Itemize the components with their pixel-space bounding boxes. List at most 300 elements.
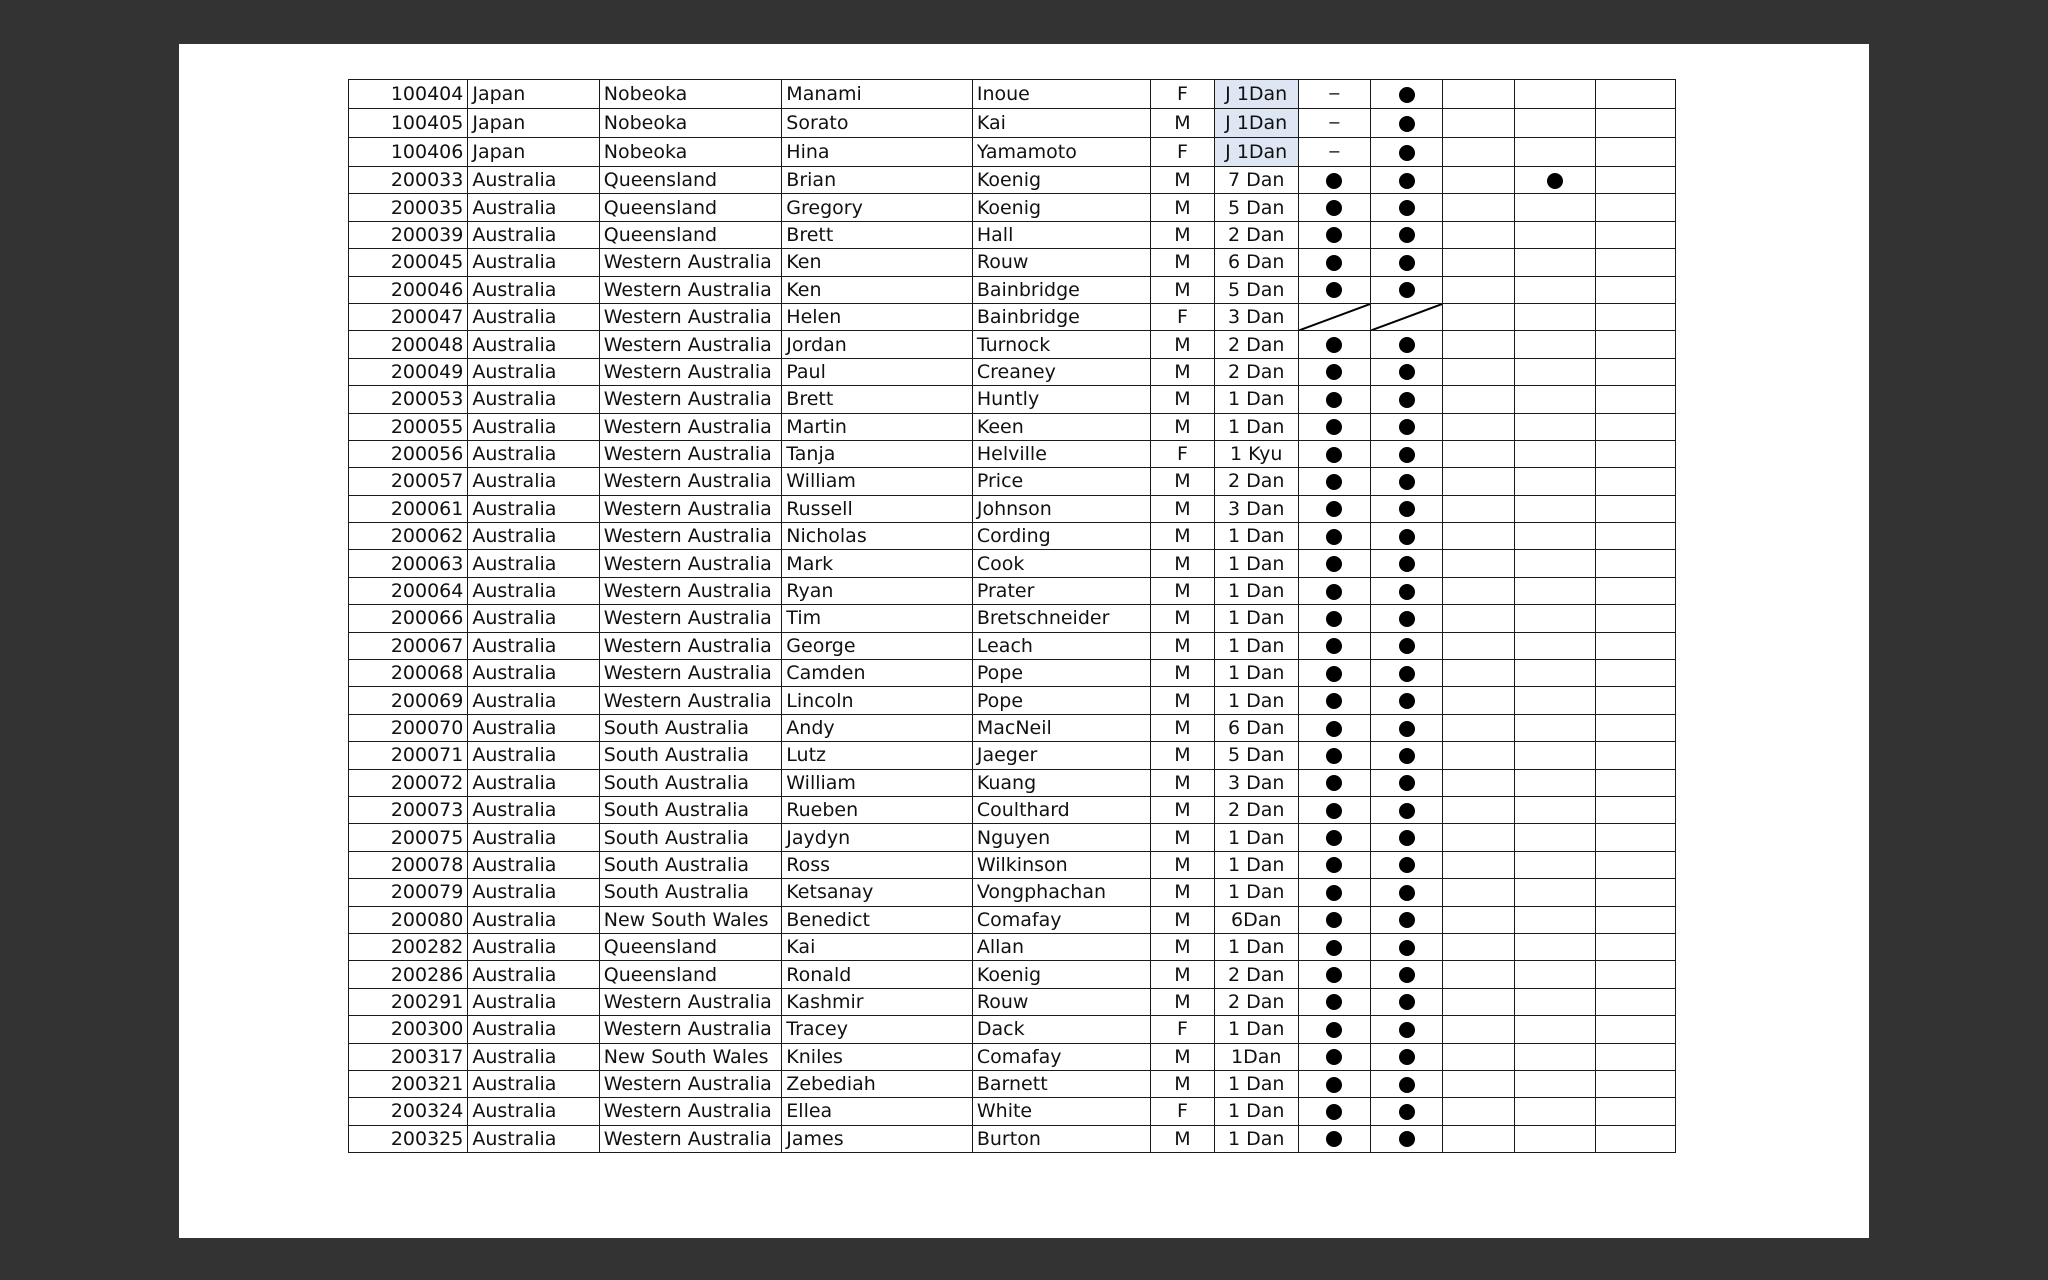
first-name-cell: Helen: [782, 303, 973, 330]
mark-cell: [1298, 605, 1370, 632]
mark-cell: [1298, 824, 1370, 851]
first-name-cell: Russell: [782, 495, 973, 522]
table-row: [349, 824, 1676, 851]
country-cell: Australia: [468, 249, 599, 276]
filled-circle-icon: [1399, 474, 1415, 490]
last-name-cell: Keen: [972, 413, 1151, 440]
last-name-cell: Inoue: [972, 80, 1151, 109]
table-row: [349, 303, 1676, 330]
region-cell: New South Wales: [599, 906, 782, 933]
filled-circle-icon: [1326, 830, 1342, 846]
mark-cell: [1595, 1043, 1675, 1070]
table-row: [349, 413, 1676, 440]
first-name-cell: Ketsanay: [782, 879, 973, 906]
country-cell: Australia: [468, 605, 599, 632]
mark-cell: [1595, 167, 1675, 194]
table-row: [349, 167, 1676, 194]
mark-cell: [1443, 80, 1515, 109]
region-cell: Western Australia: [599, 303, 782, 330]
mark-cell: [1595, 879, 1675, 906]
country-cell: Australia: [468, 961, 599, 988]
gender-cell: M: [1151, 413, 1214, 440]
mark-cell: [1515, 687, 1595, 714]
member-id-cell: 200071: [349, 742, 468, 769]
gender-cell: F: [1151, 138, 1214, 167]
member-id-cell: 200073: [349, 796, 468, 823]
region-cell: Western Australia: [599, 331, 782, 358]
country-cell: Australia: [468, 523, 599, 550]
table-row: [349, 249, 1676, 276]
table-row: [349, 276, 1676, 303]
region-cell: Queensland: [599, 961, 782, 988]
country-cell: Australia: [468, 358, 599, 385]
mark-cell: [1298, 1016, 1370, 1043]
mark-cell: [1443, 331, 1515, 358]
gender-cell: M: [1151, 1125, 1214, 1152]
country-cell: Australia: [468, 851, 599, 878]
mark-cell: [1298, 769, 1370, 796]
first-name-cell: Ken: [782, 276, 973, 303]
member-id-cell: 200048: [349, 331, 468, 358]
rank-cell: 1 Dan: [1214, 577, 1298, 604]
filled-circle-icon: [1326, 255, 1342, 271]
region-cell: Western Australia: [599, 577, 782, 604]
mark-cell: [1371, 687, 1443, 714]
mark-cell: [1298, 742, 1370, 769]
mark-cell: [1515, 167, 1595, 194]
mark-cell: [1371, 303, 1443, 330]
member-id-cell: 200045: [349, 249, 468, 276]
mark-cell: [1515, 109, 1595, 138]
filled-circle-icon: [1399, 638, 1415, 654]
country-cell: Australia: [468, 933, 599, 960]
mark-cell: [1371, 358, 1443, 385]
mark-cell: [1443, 1070, 1515, 1097]
mark-cell: [1595, 796, 1675, 823]
filled-circle-icon: [1399, 200, 1415, 216]
mark-cell: [1595, 577, 1675, 604]
mark-cell: [1443, 687, 1515, 714]
mark-cell: [1371, 824, 1443, 851]
mark-cell: [1443, 769, 1515, 796]
mark-cell: [1371, 1016, 1443, 1043]
country-cell: Australia: [468, 495, 599, 522]
last-name-cell: Kuang: [972, 769, 1151, 796]
member-id-cell: 200056: [349, 440, 468, 467]
table-row: [349, 577, 1676, 604]
mark-cell: [1298, 879, 1370, 906]
mark-cell: [1371, 879, 1443, 906]
rank-cell: 1 Dan: [1214, 687, 1298, 714]
mark-cell: [1298, 221, 1370, 248]
first-name-cell: Camden: [782, 660, 973, 687]
first-name-cell: Jaydyn: [782, 824, 973, 851]
mark-cell: [1298, 687, 1370, 714]
mark-cell: [1515, 933, 1595, 960]
mark-cell: [1371, 386, 1443, 413]
filled-circle-icon: [1326, 721, 1342, 737]
mark-cell: [1371, 331, 1443, 358]
country-cell: Australia: [468, 331, 599, 358]
first-name-cell: Kashmir: [782, 988, 973, 1015]
mark-cell: [1515, 1125, 1595, 1152]
region-cell: Western Australia: [599, 358, 782, 385]
gender-cell: F: [1151, 80, 1214, 109]
filled-circle-icon: [1399, 364, 1415, 380]
last-name-cell: Bainbridge: [972, 276, 1151, 303]
last-name-cell: Barnett: [972, 1070, 1151, 1097]
gender-cell: M: [1151, 961, 1214, 988]
member-id-cell: 200075: [349, 824, 468, 851]
rank-cell: 5 Dan: [1214, 276, 1298, 303]
mark-cell: [1371, 138, 1443, 167]
gender-cell: M: [1151, 933, 1214, 960]
filled-circle-icon: [1399, 967, 1415, 983]
mark-cell: [1298, 276, 1370, 303]
region-cell: Western Australia: [599, 1098, 782, 1125]
mark-cell: [1443, 413, 1515, 440]
mark-cell: [1298, 577, 1370, 604]
mark-cell: [1371, 1125, 1443, 1152]
mark-cell: [1371, 468, 1443, 495]
rank-cell: 1 Dan: [1214, 632, 1298, 659]
mark-cell: [1595, 1125, 1675, 1152]
rank-cell: 1 Dan: [1214, 660, 1298, 687]
member-id-cell: 200078: [349, 851, 468, 878]
mark-cell: [1371, 109, 1443, 138]
mark-cell: [1595, 687, 1675, 714]
mark-cell: [1443, 933, 1515, 960]
last-name-cell: White: [972, 1098, 1151, 1125]
gender-cell: M: [1151, 605, 1214, 632]
gender-cell: M: [1151, 879, 1214, 906]
region-cell: New South Wales: [599, 1043, 782, 1070]
last-name-cell: Allan: [972, 933, 1151, 960]
country-cell: Australia: [468, 796, 599, 823]
country-cell: Australia: [468, 550, 599, 577]
region-cell: Nobeoka: [599, 138, 782, 167]
gender-cell: M: [1151, 851, 1214, 878]
last-name-cell: Hall: [972, 221, 1151, 248]
mark-cell: [1443, 1016, 1515, 1043]
last-name-cell: MacNeil: [972, 714, 1151, 741]
first-name-cell: Ryan: [782, 577, 973, 604]
mark-cell: [1595, 714, 1675, 741]
last-name-cell: Bretschneider: [972, 605, 1151, 632]
mark-cell: [1298, 714, 1370, 741]
filled-circle-icon: [1399, 666, 1415, 682]
rank-cell: 6Dan: [1214, 906, 1298, 933]
gender-cell: M: [1151, 714, 1214, 741]
mark-cell: [1298, 167, 1370, 194]
region-cell: South Australia: [599, 851, 782, 878]
member-id-cell: 200046: [349, 276, 468, 303]
table-row: [349, 687, 1676, 714]
filled-circle-icon: [1326, 282, 1342, 298]
first-name-cell: William: [782, 769, 973, 796]
region-cell: Queensland: [599, 167, 782, 194]
gender-cell: M: [1151, 468, 1214, 495]
gender-cell: M: [1151, 194, 1214, 221]
last-name-cell: Yamamoto: [972, 138, 1151, 167]
dash-mark: −: [1327, 142, 1342, 162]
mark-cell: [1595, 933, 1675, 960]
mark-cell: [1443, 605, 1515, 632]
country-cell: Australia: [468, 303, 599, 330]
rank-cell: 1 Dan: [1214, 1125, 1298, 1152]
mark-cell: [1443, 988, 1515, 1015]
gender-cell: M: [1151, 249, 1214, 276]
filled-circle-icon: [1399, 173, 1415, 189]
mark-cell: [1595, 358, 1675, 385]
gender-cell: M: [1151, 632, 1214, 659]
first-name-cell: Martin: [782, 413, 973, 440]
rank-cell: 1 Dan: [1214, 851, 1298, 878]
first-name-cell: Sorato: [782, 109, 973, 138]
rank-cell: 2 Dan: [1214, 796, 1298, 823]
member-id-cell: 200080: [349, 906, 468, 933]
rank-cell: 2 Dan: [1214, 358, 1298, 385]
last-name-cell: Koenig: [972, 194, 1151, 221]
mark-cell: [1515, 440, 1595, 467]
mark-cell: [1443, 194, 1515, 221]
mark-cell: [1515, 386, 1595, 413]
member-id-cell: 200325: [349, 1125, 468, 1152]
first-name-cell: Andy: [782, 714, 973, 741]
filled-circle-icon: [1326, 912, 1342, 928]
first-name-cell: Brian: [782, 167, 973, 194]
table-row: [349, 879, 1676, 906]
member-id-cell: 100404: [349, 80, 468, 109]
first-name-cell: Ellea: [782, 1098, 973, 1125]
last-name-cell: Koenig: [972, 961, 1151, 988]
mark-cell: [1298, 331, 1370, 358]
mark-cell: [1443, 1098, 1515, 1125]
mark-cell: [1443, 138, 1515, 167]
table-row: [349, 796, 1676, 823]
mark-cell: [1515, 906, 1595, 933]
member-id-cell: 200039: [349, 221, 468, 248]
rank-cell: 2 Dan: [1214, 468, 1298, 495]
filled-circle-icon: [1326, 775, 1342, 791]
table-row: [349, 440, 1676, 467]
mark-cell: [1371, 80, 1443, 109]
rank-cell: 1 Dan: [1214, 1098, 1298, 1125]
filled-circle-icon: [1326, 1077, 1342, 1093]
member-id-cell: 200061: [349, 495, 468, 522]
mark-cell: [1443, 523, 1515, 550]
filled-circle-icon: [1399, 556, 1415, 572]
country-cell: Japan: [468, 80, 599, 109]
mark-cell: [1515, 742, 1595, 769]
mark-cell: [1371, 249, 1443, 276]
filled-circle-icon: [1399, 748, 1415, 764]
filled-circle-icon: [1326, 200, 1342, 216]
region-cell: Queensland: [599, 933, 782, 960]
member-id-cell: 200324: [349, 1098, 468, 1125]
mark-cell: [1443, 796, 1515, 823]
table-row: [349, 660, 1676, 687]
mark-cell: [1298, 550, 1370, 577]
first-name-cell: Tracey: [782, 1016, 973, 1043]
last-name-cell: Koenig: [972, 167, 1151, 194]
region-cell: Western Australia: [599, 413, 782, 440]
mark-cell: [1298, 386, 1370, 413]
mark-cell: [1443, 386, 1515, 413]
mark-cell: [1595, 138, 1675, 167]
member-id-cell: 200053: [349, 386, 468, 413]
filled-circle-icon: [1326, 693, 1342, 709]
mark-cell: [1371, 1070, 1443, 1097]
mark-cell: [1515, 1016, 1595, 1043]
region-cell: South Australia: [599, 796, 782, 823]
last-name-cell: Rouw: [972, 249, 1151, 276]
rank-cell: 1Dan: [1214, 1043, 1298, 1070]
mark-cell: [1371, 605, 1443, 632]
mark-cell: [1371, 769, 1443, 796]
table-row: [349, 138, 1676, 167]
member-id-cell: 200286: [349, 961, 468, 988]
mark-cell: [1371, 1043, 1443, 1070]
rank-cell: 7 Dan: [1214, 167, 1298, 194]
country-cell: Australia: [468, 1098, 599, 1125]
region-cell: South Australia: [599, 714, 782, 741]
region-cell: Western Australia: [599, 440, 782, 467]
last-name-cell: Creaney: [972, 358, 1151, 385]
filled-circle-icon: [1326, 392, 1342, 408]
mark-cell: [1515, 577, 1595, 604]
table-row: [349, 851, 1676, 878]
mark-cell: [1595, 194, 1675, 221]
mark-cell: [1443, 276, 1515, 303]
filled-circle-icon: [1399, 419, 1415, 435]
rank-cell: 2 Dan: [1214, 961, 1298, 988]
filled-circle-icon: [1326, 611, 1342, 627]
region-cell: Western Australia: [599, 495, 782, 522]
table-row: [349, 1125, 1676, 1152]
mark-cell: [1515, 1043, 1595, 1070]
filled-circle-icon: [1326, 1049, 1342, 1065]
filled-circle-icon: [1326, 994, 1342, 1010]
gender-cell: M: [1151, 167, 1214, 194]
mark-cell: [1371, 961, 1443, 988]
mark-cell: [1371, 632, 1443, 659]
mark-cell: [1515, 358, 1595, 385]
region-cell: Western Australia: [599, 1016, 782, 1043]
mark-cell: [1515, 468, 1595, 495]
mark-cell: [1371, 194, 1443, 221]
gender-cell: F: [1151, 440, 1214, 467]
member-id-cell: 100405: [349, 109, 468, 138]
last-name-cell: Turnock: [972, 331, 1151, 358]
first-name-cell: Tanja: [782, 440, 973, 467]
last-name-cell: Dack: [972, 1016, 1151, 1043]
mark-cell: [1298, 906, 1370, 933]
country-cell: Australia: [468, 687, 599, 714]
mark-cell: [1371, 276, 1443, 303]
member-id-cell: 200035: [349, 194, 468, 221]
gender-cell: M: [1151, 523, 1214, 550]
filled-circle-icon: [1399, 1049, 1415, 1065]
mark-cell: [1371, 167, 1443, 194]
member-id-cell: 200033: [349, 167, 468, 194]
last-name-cell: Comafay: [972, 1043, 1151, 1070]
member-id-cell: 200300: [349, 1016, 468, 1043]
country-cell: Australia: [468, 906, 599, 933]
first-name-cell: Benedict: [782, 906, 973, 933]
mark-cell: [1595, 495, 1675, 522]
last-name-cell: Cording: [972, 523, 1151, 550]
table-row: [349, 988, 1676, 1015]
mark-cell: [1443, 824, 1515, 851]
mark-cell: [1515, 1070, 1595, 1097]
member-id-cell: 200064: [349, 577, 468, 604]
mark-cell: [1595, 660, 1675, 687]
mark-cell: [1443, 495, 1515, 522]
filled-circle-icon: [1399, 940, 1415, 956]
filled-circle-icon: [1399, 721, 1415, 737]
rank-cell: 1 Kyu: [1214, 440, 1298, 467]
country-cell: Australia: [468, 440, 599, 467]
filled-circle-icon: [1399, 337, 1415, 353]
filled-circle-icon: [1399, 227, 1415, 243]
mark-cell: [1298, 1070, 1370, 1097]
member-id-cell: 200069: [349, 687, 468, 714]
member-id-cell: 200072: [349, 769, 468, 796]
mark-cell: [1595, 769, 1675, 796]
gender-cell: F: [1151, 1098, 1214, 1125]
mark-cell: [1515, 138, 1595, 167]
rank-cell: 1 Dan: [1214, 824, 1298, 851]
member-id-cell: 200055: [349, 413, 468, 440]
mark-cell: [1595, 331, 1675, 358]
mark-cell: [1371, 796, 1443, 823]
rank-cell: 2 Dan: [1214, 221, 1298, 248]
mark-cell: [1595, 961, 1675, 988]
filled-circle-icon: [1326, 529, 1342, 545]
gender-cell: M: [1151, 495, 1214, 522]
gender-cell: M: [1151, 660, 1214, 687]
mark-cell: [1443, 632, 1515, 659]
mark-cell: [1443, 358, 1515, 385]
first-name-cell: Kniles: [782, 1043, 973, 1070]
mark-cell: [1443, 961, 1515, 988]
member-id-cell: 200063: [349, 550, 468, 577]
mark-cell: [1371, 714, 1443, 741]
mark-cell: [1595, 1098, 1675, 1125]
region-cell: Western Australia: [599, 1125, 782, 1152]
table-row: [349, 358, 1676, 385]
last-name-cell: Rouw: [972, 988, 1151, 1015]
member-id-cell: 200067: [349, 632, 468, 659]
mark-cell: [1443, 167, 1515, 194]
filled-circle-icon: [1399, 1022, 1415, 1038]
rank-cell: 1 Dan: [1214, 413, 1298, 440]
gender-cell: M: [1151, 386, 1214, 413]
mark-cell: [1298, 961, 1370, 988]
table-row: [349, 550, 1676, 577]
table-row: [349, 194, 1676, 221]
region-cell: Western Australia: [599, 249, 782, 276]
mark-cell: [1371, 988, 1443, 1015]
mark-cell: [1298, 523, 1370, 550]
mark-cell: [1371, 221, 1443, 248]
filled-circle-icon: [1399, 611, 1415, 627]
table-row: [349, 742, 1676, 769]
table-row: [349, 1098, 1676, 1125]
filled-circle-icon: [1399, 145, 1415, 161]
mark-cell: [1515, 796, 1595, 823]
